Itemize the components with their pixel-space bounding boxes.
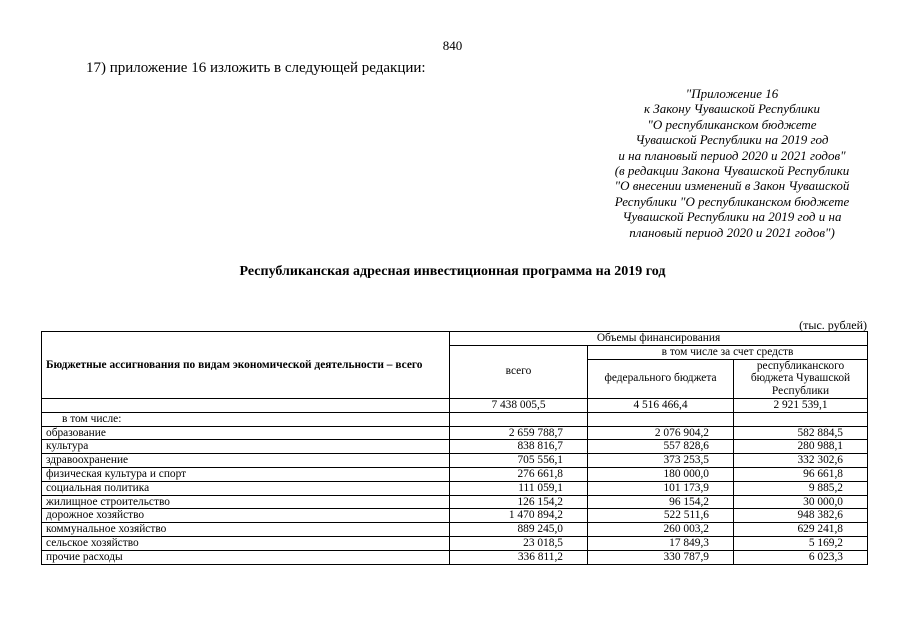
row-federal-cell: 96 154,2	[588, 495, 734, 509]
appendix-note-line: Республики "О республиканском бюджете	[614, 193, 850, 209]
row-federal-cell: 101 173,9	[588, 481, 734, 495]
appendix-note-line: и на плановый период 2020 и 2021 годов"	[618, 147, 846, 163]
row-republic-cell: 280 988,1	[734, 440, 868, 454]
appendix-note-line: к Закону Чувашской Республики	[643, 101, 821, 117]
empty-cell	[588, 412, 734, 426]
row-name-cell: дорожное хозяйство	[42, 509, 450, 523]
appendix-note	[602, 86, 862, 240]
header-federal: федерального бюджета	[588, 359, 734, 398]
row-republic-cell: 6 023,3	[734, 550, 868, 564]
appendix-note-line: "О внесении изменений в Закон Чувашской	[614, 178, 850, 194]
row-name-cell: жилищное строительство	[42, 495, 450, 509]
total-label-cell	[42, 398, 450, 412]
total-cell: 7 438 005,5	[450, 398, 588, 412]
row-total-cell: 2 659 788,7	[450, 426, 588, 440]
header-volumes: Объемы финансирования	[450, 332, 868, 346]
row-name-cell: социальная политика	[42, 481, 450, 495]
row-federal-cell: 180 000,0	[588, 467, 734, 481]
row-total-cell: 111 059,1	[450, 481, 588, 495]
row-federal-cell: 17 849,3	[588, 536, 734, 550]
row-total-cell: 838 816,7	[450, 440, 588, 454]
header-total: всего	[450, 345, 588, 398]
row-name-cell: прочие расходы	[42, 550, 450, 564]
table-row	[42, 467, 868, 481]
table-row	[42, 426, 868, 440]
document-title: Республиканская адресная инвестиционная программа на 2019 год	[239, 264, 666, 279]
empty-cell	[734, 412, 868, 426]
table-row	[42, 536, 868, 550]
total-federal-cell: 4 516 466,4	[588, 398, 734, 412]
row-republic-cell: 5 169,2	[734, 536, 868, 550]
appendix-note-line: (в редакции Закона Чувашской Республики	[614, 163, 850, 179]
row-name-cell: здравоохранение	[42, 454, 450, 468]
row-republic-cell: 582 884,5	[734, 426, 868, 440]
instruction-text: 17) приложение 16 изложить в следующей редакции:	[86, 60, 426, 76]
row-federal-cell: 330 787,9	[588, 550, 734, 564]
row-name-cell: сельское хозяйство	[42, 536, 450, 550]
appendix-note-line: Чувашской Республики на 2019 год и на	[622, 209, 842, 225]
row-total-cell: 126 154,2	[450, 495, 588, 509]
row-republic-cell: 96 661,8	[734, 467, 868, 481]
including-row	[42, 412, 868, 426]
total-republic-cell: 2 921 539,1	[734, 398, 868, 412]
table-header-row	[42, 332, 868, 346]
total-row	[42, 398, 868, 412]
table-row	[42, 523, 868, 537]
row-federal-cell: 522 511,6	[588, 509, 734, 523]
page-number: 840	[442, 38, 463, 53]
row-name-cell: коммунальное хозяйство	[42, 523, 450, 537]
table-row	[42, 509, 868, 523]
row-republic-cell: 332 302,6	[734, 454, 868, 468]
row-federal-cell: 2 076 904,2	[588, 426, 734, 440]
investment-table	[41, 331, 868, 565]
appendix-note-line: "Приложение 16	[685, 86, 779, 101]
header-main: Бюджетные ассигнования по видам экономической деятельности – всего	[42, 332, 450, 399]
table-body	[42, 426, 868, 564]
row-republic-cell: 629 241,8	[734, 523, 868, 537]
table-row	[42, 550, 868, 564]
empty-cell	[450, 412, 588, 426]
row-name-cell: образование	[42, 426, 450, 440]
row-total-cell: 336 811,2	[450, 550, 588, 564]
row-total-cell: 276 661,8	[450, 467, 588, 481]
row-total-cell: 23 018,5	[450, 536, 588, 550]
row-republic-cell: 9 885,2	[734, 481, 868, 495]
header-including: в том числе за счет средств	[588, 345, 868, 359]
appendix-note-line: Чувашской Республики на 2019 год	[635, 132, 829, 148]
row-federal-cell: 557 828,6	[588, 440, 734, 454]
header-republic: республиканского бюджета Чувашской Республики	[734, 359, 868, 398]
row-total-cell: 1 470 894,2	[450, 509, 588, 523]
row-total-cell: 889 245,0	[450, 523, 588, 537]
including-label: в том числе:	[42, 412, 450, 426]
table-row	[42, 481, 868, 495]
appendix-note-line: плановый период 2020 и 2021 годов")	[629, 224, 835, 240]
table-row	[42, 495, 868, 509]
table-row	[42, 440, 868, 454]
unit-note: (тыс. рублей)	[799, 318, 867, 332]
row-republic-cell: 30 000,0	[734, 495, 868, 509]
row-federal-cell: 373 253,5	[588, 454, 734, 468]
row-name-cell: культура	[42, 440, 450, 454]
row-total-cell: 705 556,1	[450, 454, 588, 468]
row-name-cell: физическая культура и спорт	[42, 467, 450, 481]
row-republic-cell: 948 382,6	[734, 509, 868, 523]
appendix-note-line: "О республиканском бюджете	[647, 116, 817, 132]
table-row	[42, 454, 868, 468]
row-federal-cell: 260 003,2	[588, 523, 734, 537]
